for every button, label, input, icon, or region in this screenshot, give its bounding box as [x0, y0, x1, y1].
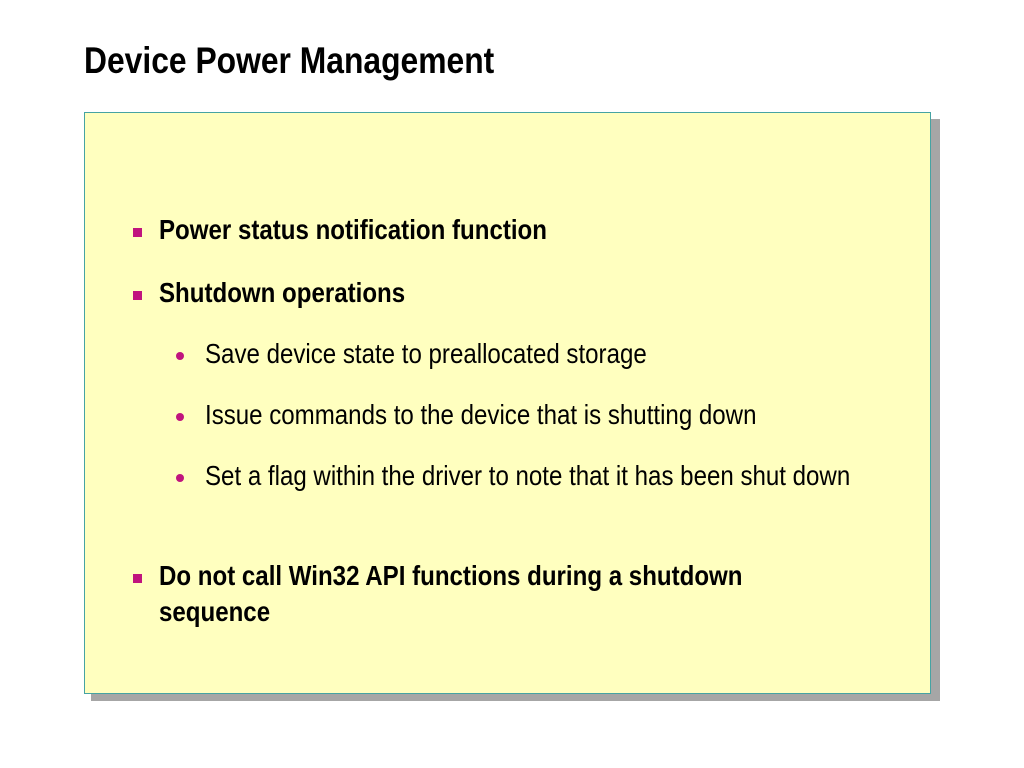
- dot-bullet-icon: [176, 474, 184, 482]
- bullet-text: Do not call Win32 API functions during a shutdown sequence: [159, 560, 743, 627]
- bullet-item-shutdown-operations: [159, 275, 959, 311]
- sub-bullet-item-save-state: [205, 336, 1005, 372]
- sub-bullet-item-issue-commands: [205, 397, 1005, 433]
- bullet-list: [85, 113, 930, 693]
- bullet-item-no-win32-calls: [159, 558, 959, 630]
- dot-bullet-icon: [176, 352, 184, 360]
- slide-title: Device Power Management: [84, 40, 495, 81]
- bullet-item-power-status: [159, 212, 959, 248]
- square-bullet-icon: [133, 574, 142, 583]
- bullet-text: Power status notification function: [159, 214, 547, 245]
- square-bullet-icon: [133, 291, 142, 300]
- sub-bullet-item-set-flag: [205, 458, 1005, 494]
- content-panel: [84, 112, 931, 694]
- dot-bullet-icon: [176, 413, 184, 421]
- bullet-text: Shutdown operations: [159, 277, 406, 308]
- square-bullet-icon: [133, 228, 142, 237]
- sub-bullet-text: Issue commands to the device that is shutting down: [205, 399, 757, 430]
- sub-bullet-text: Save device state to preallocated storage: [205, 338, 647, 369]
- sub-bullet-text: Set a flag within the driver to note that it has been shut down: [205, 460, 851, 491]
